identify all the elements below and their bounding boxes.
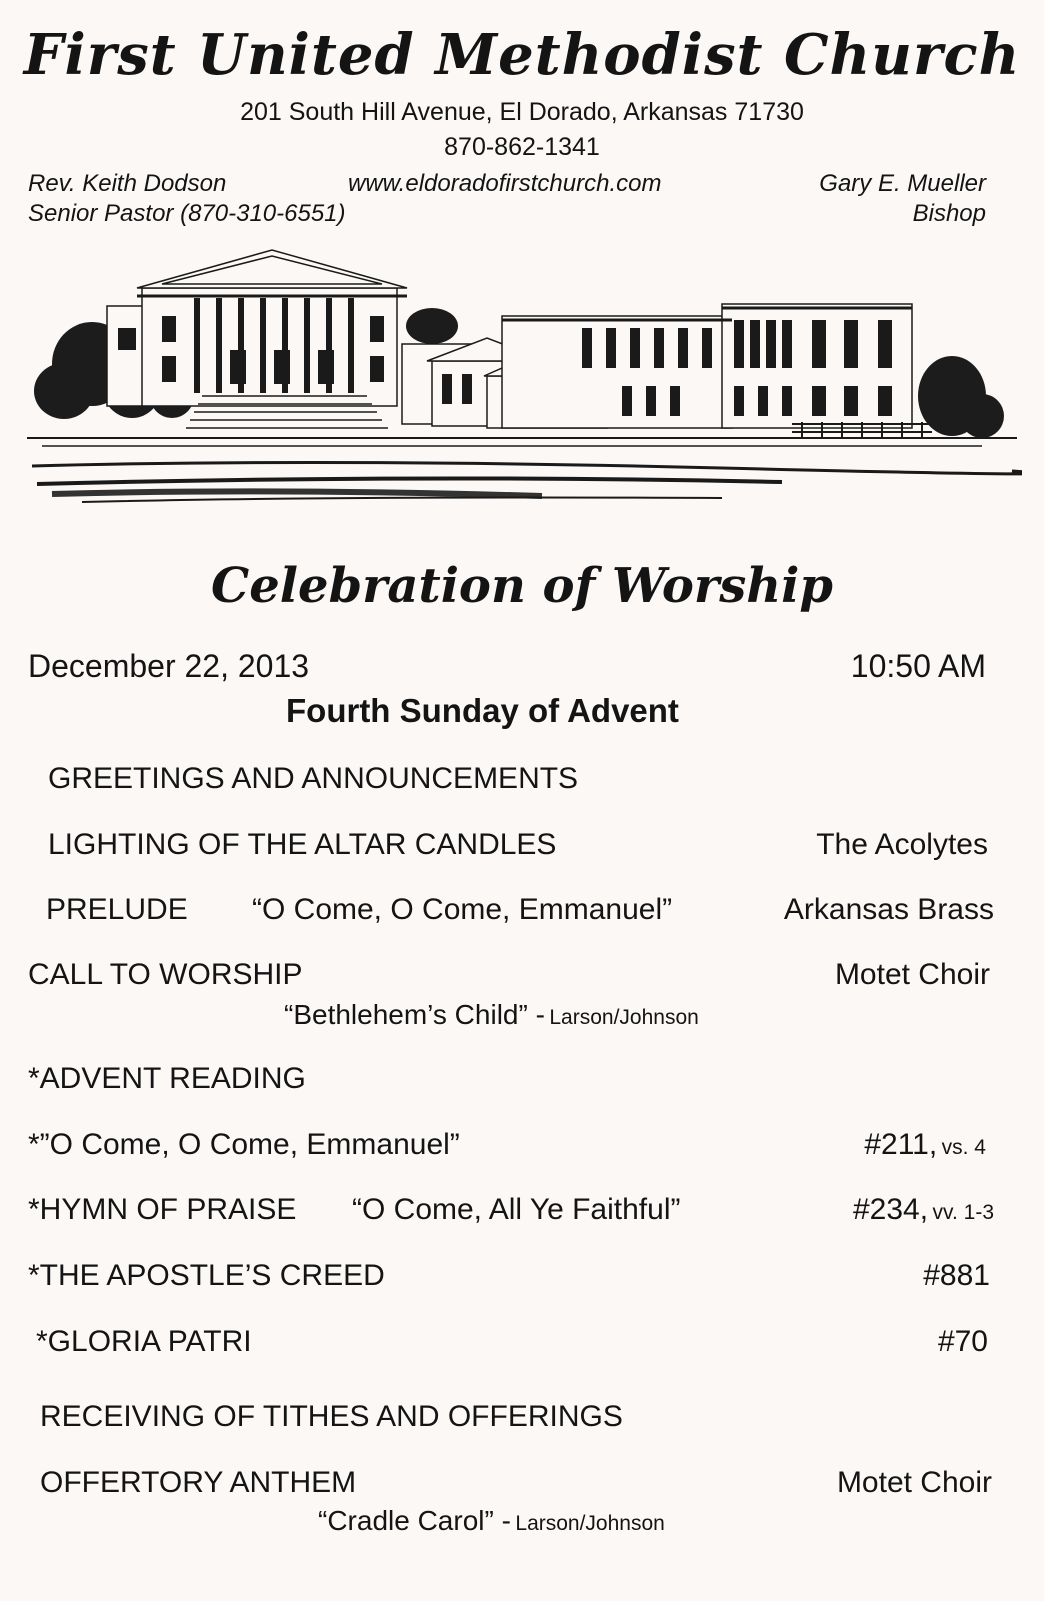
gloria-patri-item: *GLORIA PATRI <box>36 1325 252 1358</box>
greetings-item: GREETINGS AND ANNOUNCEMENTS <box>48 762 579 795</box>
bishop-title: Bishop <box>912 200 986 227</box>
hymn-of-praise-number <box>853 1193 994 1227</box>
apostles-creed-item: *THE APOSTLE’S CREED <box>28 1259 385 1292</box>
emmanuel-verses: vs. 4 <box>941 1136 986 1159</box>
call-to-worship-song <box>284 999 699 1031</box>
pastor-title: Senior Pastor (870-310-6551) <box>28 200 346 227</box>
offertory-anthem-item: OFFERTORY ANTHEM <box>40 1466 357 1499</box>
tithes-item: RECEIVING OF TITHES AND OFFERINGS <box>40 1400 623 1433</box>
hymn-of-praise-title: “O Come, All Ye Faithful” <box>352 1193 681 1226</box>
offertory-anthem-performer: Motet Choir <box>836 1466 992 1499</box>
prelude-item: PRELUDE <box>46 893 188 926</box>
emmanuel-hymn-item: *”O Come, O Come, Emmanuel” <box>28 1128 460 1161</box>
pastor-name: Rev. Keith Dodson <box>28 170 227 197</box>
service-occasion: Fourth Sunday of Advent <box>286 692 679 729</box>
service-date: December 22, 2013 <box>28 648 310 684</box>
gloria-patri-number: #70 <box>937 1325 988 1358</box>
emmanuel-number: #211, <box>864 1128 938 1161</box>
call-to-worship-item: CALL TO WORSHIP <box>28 958 303 991</box>
church-phone: 870-862-1341 <box>444 133 600 161</box>
lighting-leader: The Acolytes <box>816 828 988 861</box>
offertory-song-title: “Cradle Carol” - <box>318 1505 511 1536</box>
offertory-anthem-song <box>318 1505 665 1537</box>
bishop-name: Gary E. Mueller <box>819 170 986 197</box>
service-time: 10:50 AM <box>850 648 986 684</box>
church-website[interactable]: www.eldoradofirstchurch.com <box>348 170 662 197</box>
bulletin-title: Celebration of Worship <box>211 558 833 614</box>
hymn-verses: vv. 1-3 <box>932 1201 994 1224</box>
advent-reading-item: *ADVENT READING <box>28 1062 306 1095</box>
prelude-performer: Arkansas Brass <box>783 893 994 926</box>
apostles-creed-number: #881 <box>923 1259 990 1292</box>
call-to-worship-performer: Motet Choir <box>834 958 990 991</box>
call-song-title: “Bethlehem’s Child” - <box>284 999 545 1030</box>
call-song-composer: Larson/Johnson <box>549 1006 699 1029</box>
hymn-number: #234, <box>853 1193 929 1226</box>
lighting-item: LIGHTING OF THE ALTAR CANDLES <box>48 828 557 861</box>
church-address: 201 South Hill Avenue, El Dorado, Arkansas 71730 <box>240 98 804 126</box>
church-building-illustration <box>22 246 1022 516</box>
church-name: First United Methodist Church <box>23 22 1021 88</box>
prelude-title: “O Come, O Come, Emmanuel” <box>252 893 673 926</box>
hymn-of-praise-item: *HYMN OF PRAISE <box>28 1193 297 1226</box>
emmanuel-hymn-number <box>864 1128 986 1162</box>
offertory-song-composer: Larson/Johnson <box>515 1512 665 1535</box>
